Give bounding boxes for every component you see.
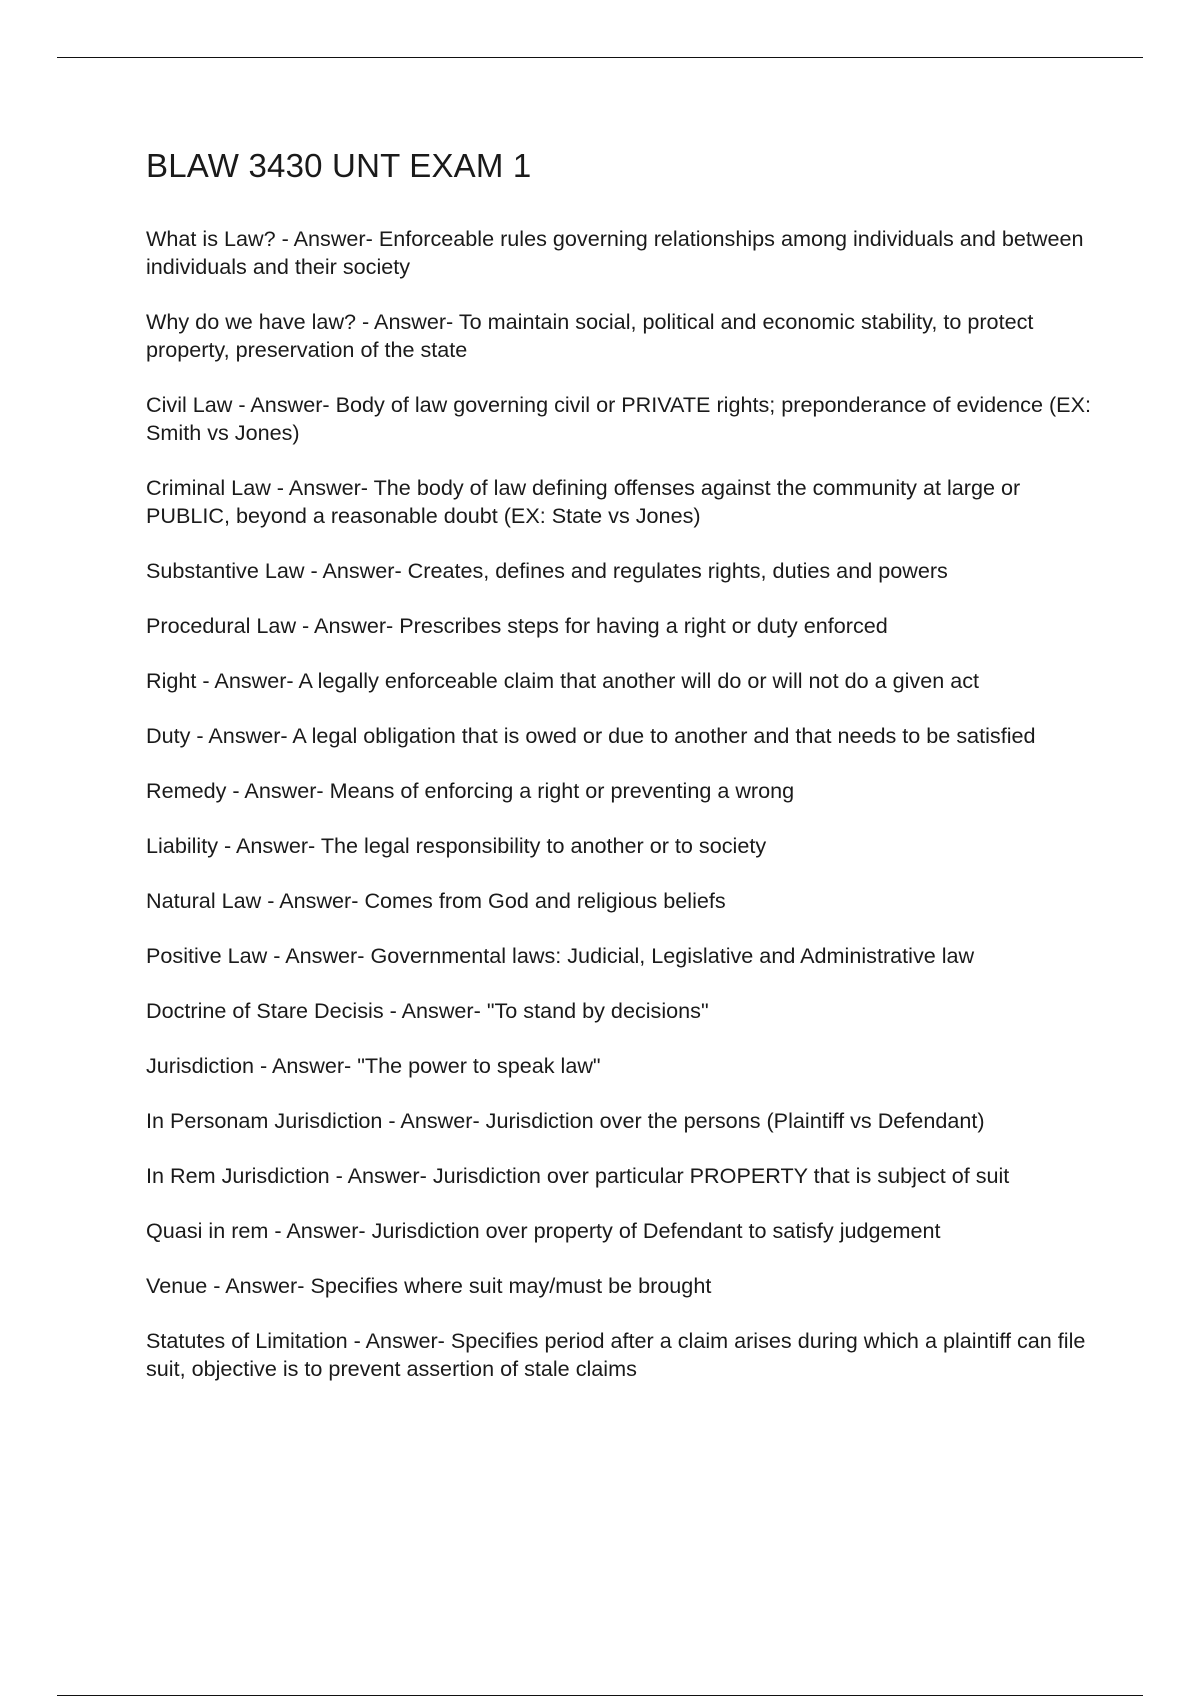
flashcard	[146, 722, 1096, 750]
card-answer: Creates, defines and regulates rights, duties and powers	[407, 558, 948, 583]
answer-separator: - Answer-	[270, 475, 374, 500]
answer-separator: - Answer-	[207, 1273, 311, 1298]
card-answer: Jurisdiction over particular PROPERTY that is subject of suit	[432, 1163, 1010, 1188]
card-answer: Jurisdiction over the persons (Plaintiff vs Defendant)	[485, 1108, 985, 1133]
answer-separator: - Answer-	[190, 723, 293, 748]
card-term: Positive Law	[146, 943, 268, 968]
card-answer: To maintain social, political and economic stability, to protect property, preservation of the state	[146, 309, 1034, 362]
page-title: BLAW 3430 UNT EXAM 1	[146, 147, 532, 184]
card-term: Substantive Law	[146, 558, 305, 583]
flashcard	[146, 474, 1096, 530]
card-term: Statutes of Limitation	[146, 1328, 348, 1353]
answer-separator: - Answer-	[226, 778, 330, 803]
answer-separator: - Answer-	[254, 1053, 358, 1078]
card-term: Quasi in rem	[146, 1218, 269, 1243]
answer-separator: - Answer-	[268, 1218, 372, 1243]
card-term: Venue	[146, 1273, 208, 1298]
card-answer: "The power to speak law"	[357, 1053, 601, 1078]
card-answer: Body of law governing civil or PRIVATE rights; preponderance of evidence (EX: Smith vs Jones)	[146, 392, 1091, 445]
flashcard	[146, 1107, 1096, 1135]
document-body	[146, 138, 1096, 1410]
card-term: Doctrine of Stare Decisis	[146, 998, 384, 1023]
answer-separator: - Answer-	[275, 226, 379, 251]
card-answer: The legal responsibility to another or to society	[320, 833, 767, 858]
flashcard	[146, 1162, 1096, 1190]
answer-separator: - Answer-	[232, 392, 336, 417]
card-term: In Personam Jurisdiction	[146, 1108, 383, 1133]
card-term: What is Law?	[146, 226, 276, 251]
top-rule	[57, 57, 1143, 58]
card-answer: Means of enforcing a right or preventing a wrong	[329, 778, 795, 803]
card-answer: Jurisdiction over property of Defendant to satisfy judgement	[371, 1218, 941, 1243]
card-term: Civil Law	[146, 392, 233, 417]
card-term: In Rem Jurisdiction	[146, 1163, 330, 1188]
card-answer: A legally enforceable claim that another will do or will not do a given act	[298, 668, 980, 693]
answer-separator: - Answer-	[356, 309, 459, 334]
card-answer: A legal obligation that is owed or due to another and that needs to be satisfied	[292, 723, 1036, 748]
flashcard	[146, 777, 1096, 805]
card-answer: Governmental laws: Judicial, Legislative and Administrative law	[370, 943, 975, 968]
flashcard	[146, 308, 1096, 364]
flashcard	[146, 942, 1096, 970]
answer-separator: - Answer-	[304, 558, 408, 583]
card-term: Right	[146, 668, 197, 693]
flashcard	[146, 1272, 1096, 1300]
answer-separator: - Answer-	[347, 1328, 451, 1353]
flashcard	[146, 1052, 1096, 1080]
flashcard	[146, 832, 1096, 860]
flashcard	[146, 225, 1096, 281]
bottom-rule	[57, 1695, 1143, 1696]
answer-separator: - Answer-	[261, 888, 365, 913]
card-term: Why do we have law?	[146, 309, 357, 334]
card-term: Criminal Law	[146, 475, 271, 500]
card-term: Remedy	[146, 778, 227, 803]
card-answer: "To stand by decisions"	[486, 998, 709, 1023]
card-answer: Prescribes steps for having a right or duty enforced	[399, 613, 888, 638]
flashcard	[146, 612, 1096, 640]
answer-separator: - Answer-	[218, 833, 321, 858]
card-term: Liability	[146, 833, 219, 858]
card-answer: Specifies period after a claim arises during which a plaintiff can file suit, objective is to prevent assertion of stale claims	[146, 1328, 1086, 1381]
answer-separator: - Answer-	[383, 998, 487, 1023]
card-answer: Specifies where suit may/must be brought	[310, 1273, 712, 1298]
answer-separator: - Answer-	[382, 1108, 486, 1133]
flashcard	[146, 557, 1096, 585]
flashcard	[146, 997, 1096, 1025]
answer-separator: - Answer-	[329, 1163, 433, 1188]
flashcard	[146, 1327, 1096, 1383]
answer-separator: - Answer-	[196, 668, 299, 693]
card-answer: The body of law defining offenses against the community at large or PUBLIC, beyond a reasonable doubt (EX: State vs Jones)	[146, 475, 1021, 528]
flashcard	[146, 391, 1096, 447]
card-answer: Comes from God and religious beliefs	[364, 888, 726, 913]
flashcard	[146, 887, 1096, 915]
card-term: Procedural Law	[146, 613, 297, 638]
answer-separator: - Answer-	[296, 613, 400, 638]
card-term: Duty	[146, 723, 191, 748]
card-term: Jurisdiction	[146, 1053, 255, 1078]
flashcard	[146, 667, 1096, 695]
answer-separator: - Answer-	[267, 943, 371, 968]
card-term: Natural Law	[146, 888, 262, 913]
card-answer: Enforceable rules governing relationships among individuals and between individuals and their society	[146, 226, 1084, 279]
flashcard	[146, 1217, 1096, 1245]
